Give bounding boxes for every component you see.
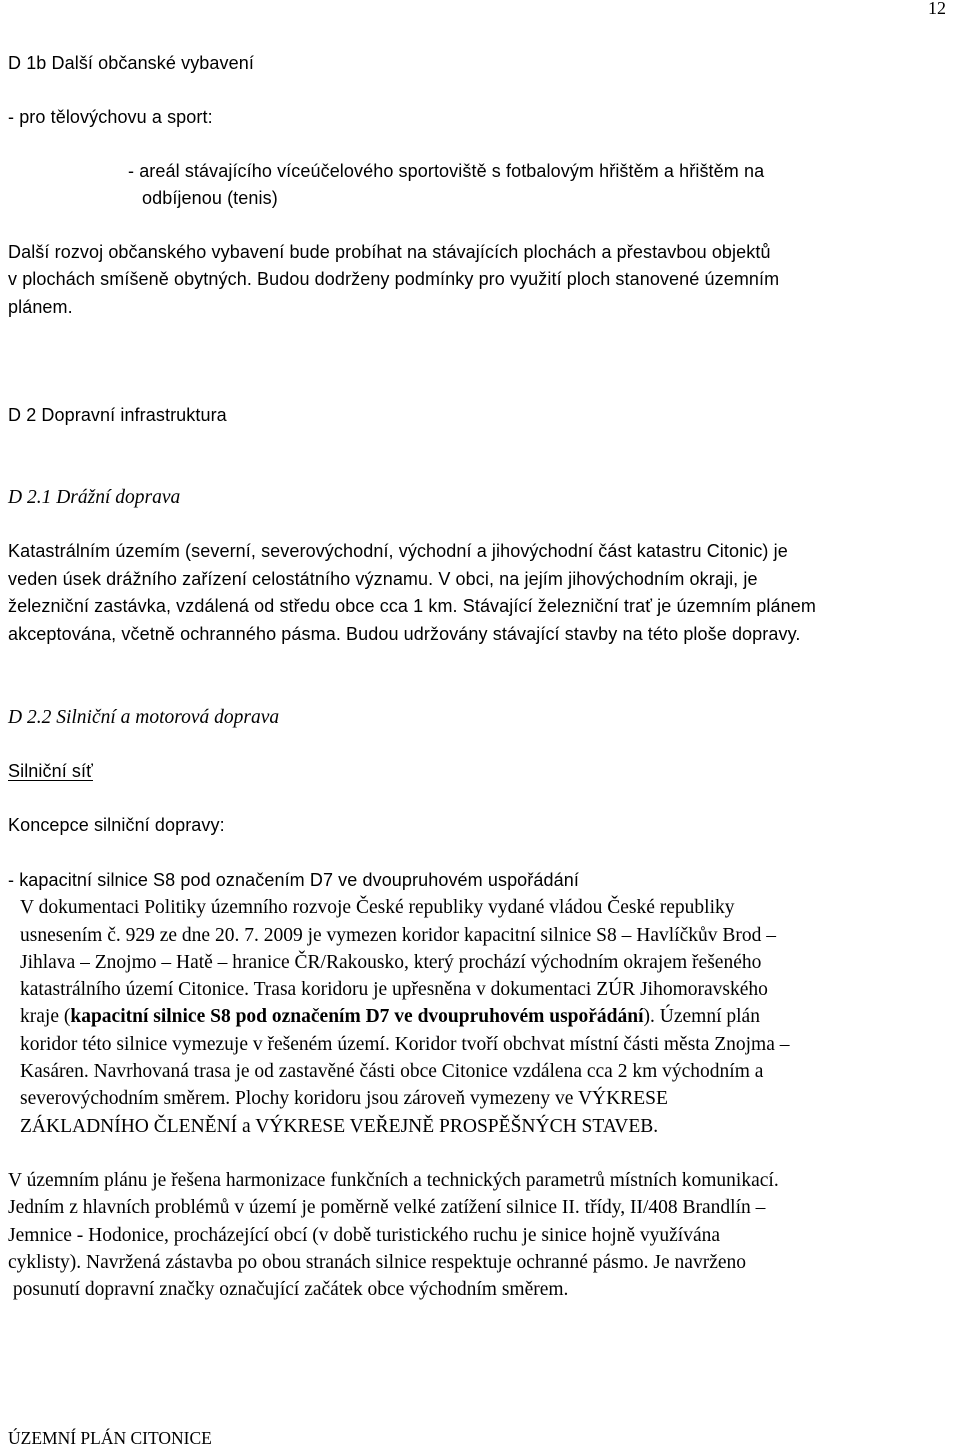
highway-bold-line-before: kraje ( <box>20 1006 71 1027</box>
highway-paragraph-line: ZÁKLADNÍHO ČLENĚNÍ a VÝKRESE VEŘEJNĚ PROSPĚŠNÝCH STAVEB. <box>20 1116 659 1137</box>
highway-paragraph-line: katastrálního území Citonice. Trasa koridoru je upřesněna v dokumentaci ZÚR Jihomoravského <box>20 979 768 1000</box>
highway-bold-line-after: ). Územní plán <box>643 1006 760 1027</box>
harmonization-paragraph-line: posunutí dopravní značky označující začátek obce východním směrem. <box>8 1279 569 1300</box>
heading-d21: D 2.1 Drážní doprava <box>8 487 181 508</box>
highway-paragraph-line: Jihlava – Znojmo – Hatě – hranice ČR/Rakousko, který prochází východním okrajem řešeného <box>20 952 762 973</box>
civic-paragraph-line: Další rozvoj občanského vybavení bude probíhat na stávajících plochách a přestavbou objektů <box>8 242 771 262</box>
rail-paragraph-line: veden úsek drážního zařízení celostátního významu. V obci, na jejím jihovýchodním okraji, je <box>8 569 758 589</box>
highway-bold-line <box>20 1003 760 1030</box>
harmonization-paragraph-line: cyklisty). Navržená zástavba po obou stranách silnice respektuje ochranné pásmo. Je navrženo <box>8 1252 747 1273</box>
sport-item-line-2: odbíjenou (tenis) <box>142 188 278 208</box>
highway-paragraph-line: koridor této silnice vymezuje v řešeném území. Koridor tvoří obchvat místní části města Znojma – <box>20 1034 790 1055</box>
sport-item-line-1: - areál stávajícího víceúčelového sportoviště s fotbalovým hřištěm a hřištěm na <box>128 161 765 181</box>
highway-bold-line-emphasis: kapacitní silnice S8 pod označením D7 ve dvoupruhovém uspořádání <box>70 1006 644 1027</box>
civic-paragraph-line: v plochách smíšeně obytných. Budou dodrženy podmínky pro využití ploch stanovené územním <box>8 269 780 289</box>
heading-d22: D 2.2 Silniční a motorová doprava <box>8 707 280 728</box>
highway-paragraph-line: usnesením č. 929 ze dne 20. 7. 2009 je vymezen koridor kapacitní silnice S8 – Havlíčkův Brod – <box>20 925 776 946</box>
heading-d1b: D 1b Další občanské vybavení <box>8 53 254 73</box>
heading-d2: D 2 Dopravní infrastruktura <box>8 405 227 425</box>
rail-paragraph-line: železniční zastávka, vzdálená od středu obce cca 1 km. Stávající železniční trať je územním plánem <box>8 596 816 616</box>
harmonization-paragraph-line: Jedním z hlavních problémů v území je poměrně velké zatížení silnice II. třídy, II/408 Brandlín – <box>8 1197 766 1218</box>
road-network-subheading: Silniční síť <box>8 761 93 781</box>
harmonization-paragraph-line: V územním plánu je řešena harmonizace funkčních a technických parametrů místních komunikací. <box>8 1170 779 1191</box>
highway-paragraph-line: Kasáren. Navrhovaná trasa je od zastavěné části obce Citonice vzdálena cca 2 km východním a <box>20 1061 764 1082</box>
sport-heading: - pro tělovýchovu a sport: <box>8 107 213 127</box>
page-number: 12 <box>928 0 946 18</box>
harmonization-paragraph-line: Jemnice - Hodonice, procházející obcí (v době turistického ruchu je sinice hojně využívána <box>8 1225 721 1246</box>
highway-item-title: - kapacitní silnice S8 pod označením D7 ve dvoupruhovém uspořádání <box>8 870 579 890</box>
footer-title: ÚZEMNÍ PLÁN CITONICE <box>8 1428 212 1448</box>
highway-paragraph-line: V dokumentaci Politiky územního rozvoje České republiky vydané vládou České republiky <box>20 897 735 918</box>
rail-paragraph-line: akceptována, včetně ochranného pásma. Budou udržovány stávající stavby na této ploše dopravy. <box>8 624 801 644</box>
road-concept-label: Koncepce silniční dopravy: <box>8 815 225 835</box>
highway-paragraph-line: severovýchodním směrem. Plochy koridoru jsou zároveň vymezeny ve VÝKRESE <box>20 1088 668 1109</box>
rail-paragraph-line: Katastrálním územím (severní, severovýchodní, východní a jihovýchodní část katastru Citonic) je <box>8 541 788 561</box>
civic-paragraph-line: plánem. <box>8 297 73 317</box>
